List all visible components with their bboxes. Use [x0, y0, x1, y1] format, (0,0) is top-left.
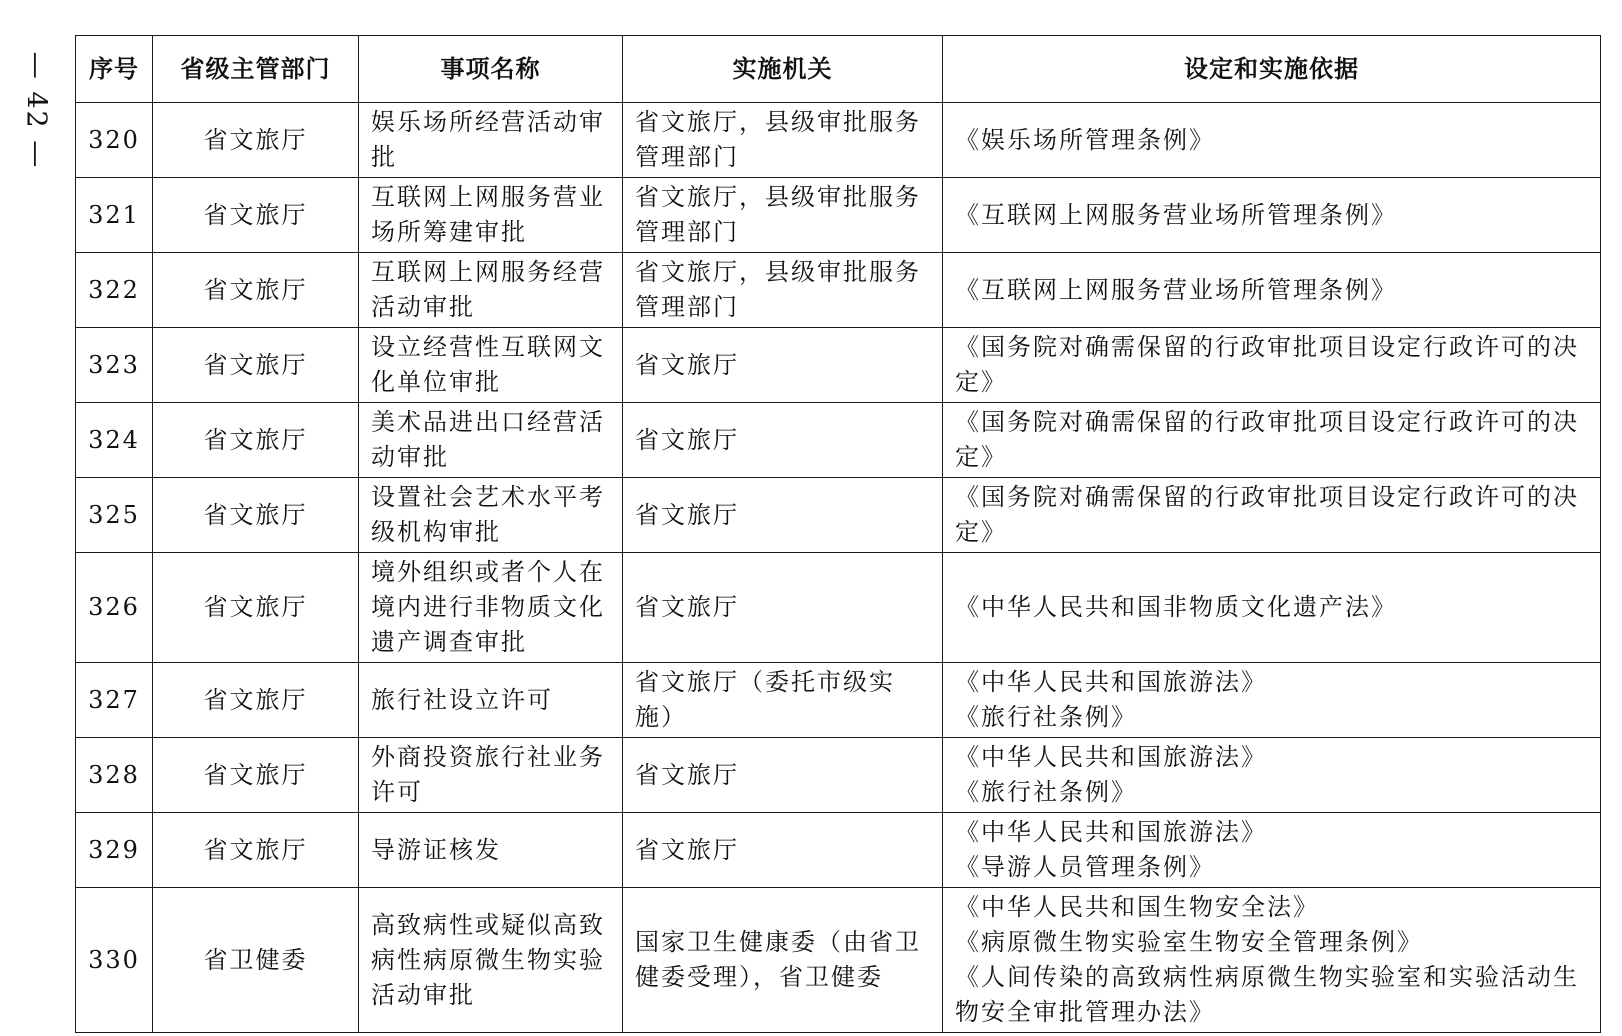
cell-seq: 329 [76, 813, 153, 888]
table-row [76, 328, 1601, 403]
cell-basis [943, 403, 1601, 478]
basis-line: 《中华人民共和国生物安全法》 [955, 893, 1319, 921]
cell-item: 设立经营性互联网文化单位审批 [359, 328, 623, 403]
cell-item: 美术品进出口经营活动审批 [359, 403, 623, 478]
cell-agency: 省文旅厅 [623, 403, 943, 478]
basis-line: 《国务院对确需保留的行政审批项目设定行政许可的决定》 [955, 408, 1579, 471]
cell-seq: 322 [76, 253, 153, 328]
basis-line: 《国务院对确需保留的行政审批项目设定行政许可的决定》 [955, 483, 1579, 546]
cell-seq: 325 [76, 478, 153, 553]
cell-item: 互联网上网服务营业场所筹建审批 [359, 178, 623, 253]
cell-basis [943, 888, 1601, 1033]
header-seq: 序号 [76, 36, 153, 103]
table-row [76, 663, 1601, 738]
page-number-text: — 42 — [20, 51, 52, 169]
cell-item: 设置社会艺术水平考级机构审批 [359, 478, 623, 553]
basis-line: 《中华人民共和国旅游法》 [955, 818, 1267, 846]
cell-basis [943, 328, 1601, 403]
cell-item: 导游证核发 [359, 813, 623, 888]
cell-agency: 省文旅厅 [623, 738, 943, 813]
table-row [76, 253, 1601, 328]
basis-line: 《中华人民共和国旅游法》 [955, 668, 1267, 696]
table-row [76, 888, 1601, 1033]
cell-item: 旅行社设立许可 [359, 663, 623, 738]
header-agency: 实施机关 [623, 36, 943, 103]
table-row [76, 478, 1601, 553]
basis-line: 《互联网上网服务营业场所管理条例》 [955, 200, 1397, 229]
cell-seq: 326 [76, 553, 153, 663]
basis-line: 《旅行社条例》 [955, 778, 1137, 806]
table-row [76, 403, 1601, 478]
table-row [76, 178, 1601, 253]
cell-basis [943, 178, 1601, 253]
basis-line: 《旅行社条例》 [955, 703, 1137, 731]
cell-dept: 省文旅厅 [153, 328, 359, 403]
cell-item: 互联网上网服务经营活动审批 [359, 253, 623, 328]
cell-basis [943, 478, 1601, 553]
table-row [76, 103, 1601, 178]
basis-line: 《互联网上网服务营业场所管理条例》 [955, 275, 1397, 304]
cell-basis [943, 663, 1601, 738]
basis-line: 《国务院对确需保留的行政审批项目设定行政许可的决定》 [955, 333, 1579, 396]
basis-line: 《人间传染的高致病性病原微生物实验室和实验活动生物安全审批管理办法》 [955, 963, 1579, 1026]
cell-dept: 省文旅厅 [153, 178, 359, 253]
basis-line: 《病原微生物实验室生物安全管理条例》 [955, 928, 1423, 956]
cell-dept: 省卫健委 [153, 888, 359, 1033]
basis-line: 《娱乐场所管理条例》 [955, 125, 1215, 154]
cell-dept: 省文旅厅 [153, 738, 359, 813]
cell-item: 外商投资旅行社业务许可 [359, 738, 623, 813]
cell-basis [943, 253, 1601, 328]
cell-dept: 省文旅厅 [153, 403, 359, 478]
cell-dept: 省文旅厅 [153, 553, 359, 663]
cell-dept: 省文旅厅 [153, 813, 359, 888]
header-basis: 设定和实施依据 [943, 36, 1601, 103]
cell-seq: 320 [76, 103, 153, 178]
cell-seq: 323 [76, 328, 153, 403]
basis-line: 《导游人员管理条例》 [955, 853, 1215, 881]
table-row [76, 813, 1601, 888]
cell-agency: 国家卫生健康委（由省卫健委受理），省卫健委 [623, 888, 943, 1033]
basis-line: 《中华人民共和国旅游法》 [955, 743, 1267, 771]
cell-basis [943, 813, 1601, 888]
cell-agency: 省文旅厅 [623, 478, 943, 553]
cell-basis [943, 738, 1601, 813]
cell-seq: 330 [76, 888, 153, 1033]
cell-item: 娱乐场所经营活动审批 [359, 103, 623, 178]
cell-seq: 327 [76, 663, 153, 738]
cell-item: 高致病性或疑似高致病性病原微生物实验活动审批 [359, 888, 623, 1033]
approval-items-table [75, 35, 1601, 1033]
cell-basis [943, 103, 1601, 178]
cell-agency: 省文旅厅，县级审批服务管理部门 [623, 253, 943, 328]
cell-seq: 328 [76, 738, 153, 813]
header-dept: 省级主管部门 [153, 36, 359, 103]
basis-line: 《中华人民共和国非物质文化遗产法》 [955, 593, 1397, 621]
cell-seq: 321 [76, 178, 153, 253]
cell-agency: 省文旅厅 [623, 813, 943, 888]
cell-agency: 省文旅厅，县级审批服务管理部门 [623, 178, 943, 253]
cell-item: 境外组织或者个人在境内进行非物质文化遗产调查审批 [359, 553, 623, 663]
cell-agency: 省文旅厅 [623, 553, 943, 663]
cell-agency: 省文旅厅，县级审批服务管理部门 [623, 103, 943, 178]
cell-dept: 省文旅厅 [153, 253, 359, 328]
table-row [76, 738, 1601, 813]
cell-agency: 省文旅厅（委托市级实施） [623, 663, 943, 738]
cell-dept: 省文旅厅 [153, 663, 359, 738]
page-number [8, 40, 64, 180]
table-header-row [76, 36, 1601, 103]
cell-dept: 省文旅厅 [153, 478, 359, 553]
cell-seq: 324 [76, 403, 153, 478]
cell-dept: 省文旅厅 [153, 103, 359, 178]
header-item: 事项名称 [359, 36, 623, 103]
cell-basis [943, 553, 1601, 663]
table-row [76, 553, 1601, 663]
cell-agency: 省文旅厅 [623, 328, 943, 403]
